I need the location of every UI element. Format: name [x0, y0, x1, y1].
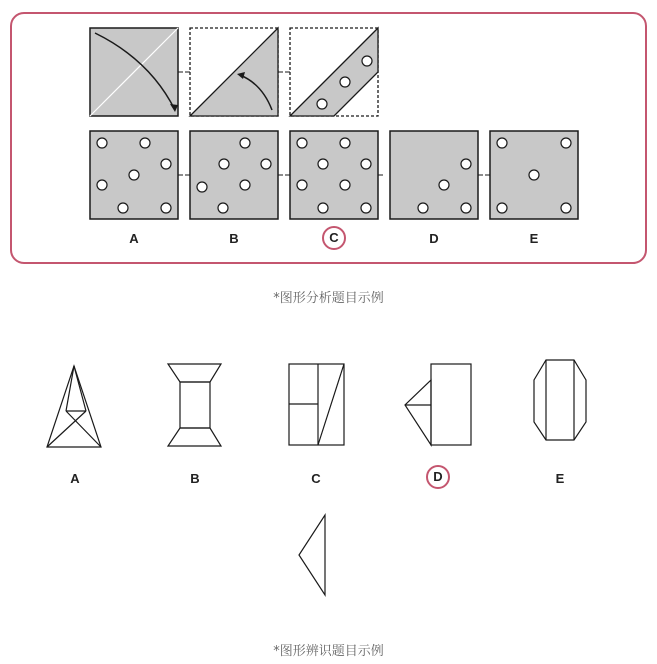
- identification-option-a-shape[interactable]: [47, 366, 101, 447]
- identification-label-e: E: [555, 471, 565, 486]
- fold-step-1: [90, 28, 183, 116]
- analysis-label-e: E: [529, 231, 539, 246]
- identification-label-d-selected: D: [426, 465, 450, 489]
- analysis-option-b[interactable]: [185, 131, 283, 219]
- analysis-option-d[interactable]: [390, 131, 483, 219]
- analysis-label-d: D: [429, 231, 439, 246]
- identification-option-b-shape[interactable]: [168, 364, 221, 446]
- identification-label-a: A: [70, 471, 80, 486]
- identification-label-c: C: [311, 471, 321, 486]
- identification-option-d-shape[interactable]: [405, 364, 471, 445]
- analysis-label-c-selected: C: [322, 226, 346, 250]
- analysis-option-c[interactable]: [285, 131, 383, 219]
- fold-step-2: [185, 28, 283, 116]
- figure-identification-caption: *图形辨识题目示例: [273, 644, 384, 659]
- fold-step-3: [285, 28, 378, 116]
- analysis-label-b: B: [229, 231, 239, 246]
- identification-option-c-shape[interactable]: [289, 364, 344, 445]
- identification-label-b: B: [190, 471, 200, 486]
- analysis-option-a[interactable]: [90, 131, 183, 219]
- identification-option-e-shape[interactable]: [534, 360, 586, 440]
- figure-analysis-caption: *图形分析题目示例: [273, 291, 384, 306]
- analysis-option-e[interactable]: [485, 131, 578, 219]
- analysis-label-a: A: [129, 231, 139, 246]
- identification-target-shape: [299, 515, 325, 595]
